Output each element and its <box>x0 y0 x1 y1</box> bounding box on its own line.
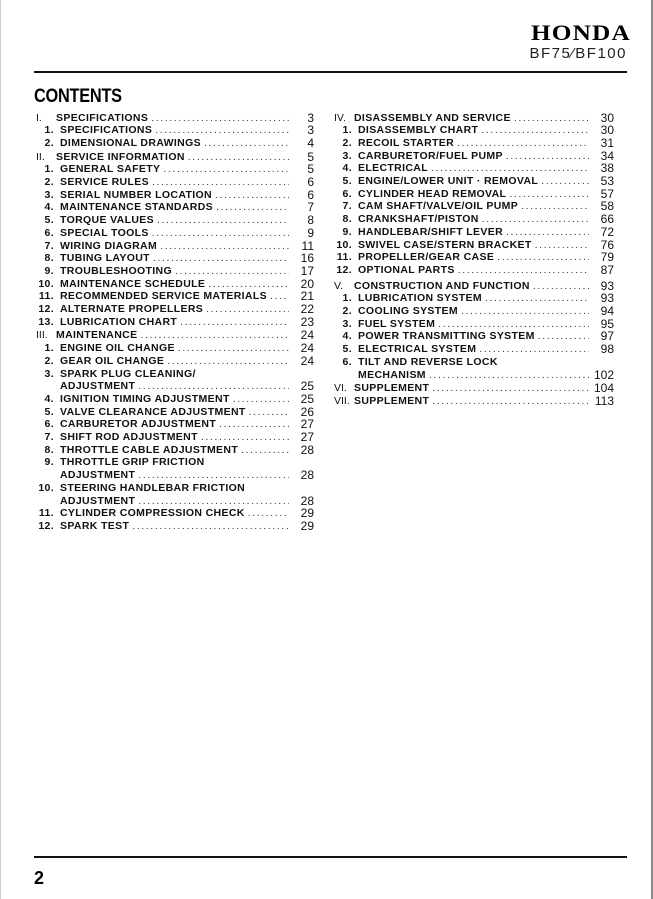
toc-entry-title: ENGINE OIL CHANGE <box>60 342 175 355</box>
toc-section-numeral: II. <box>36 150 45 163</box>
toc-entry-number: 1. <box>342 124 352 137</box>
toc-entry-title: MAINTENANCE SCHEDULE <box>60 277 206 290</box>
toc-entry-title: ELECTRICAL <box>358 162 428 175</box>
toc-entry-number: 6. <box>44 226 54 239</box>
toc-page-number: 76 <box>600 237 614 252</box>
toc-entry-title: DISASSEMBLY AND SERVICE <box>354 111 511 124</box>
toc-page-number: 34 <box>600 148 614 163</box>
toc-entry-row <box>330 137 614 150</box>
toc-entry-title: ALTERNATE PROPELLERS <box>60 303 204 316</box>
toc-entry-title: IGNITION TIMING ADJUSTMENT <box>60 392 230 405</box>
toc-entry-title: SPECIAL TOOLS <box>60 226 149 239</box>
toc-left-column <box>32 111 314 533</box>
toc-entry-title: CYLINDER COMPRESSION CHECK <box>60 507 245 520</box>
toc-entry-number: 4. <box>44 392 54 405</box>
dot-leader <box>157 214 289 227</box>
toc-entry-row <box>32 214 314 227</box>
toc-entry-number: 7. <box>342 200 352 213</box>
dot-leader <box>485 292 589 305</box>
toc-page-number: 5 <box>307 149 314 164</box>
toc-section-row <box>32 329 314 342</box>
toc-entry-number: 3. <box>342 317 352 330</box>
toc-page-number: 31 <box>600 135 614 150</box>
toc-entry-title: MAINTENANCE <box>56 329 138 342</box>
toc-entry-number: 11. <box>38 507 54 520</box>
toc-entry-row <box>32 342 314 355</box>
toc-page-number: 25 <box>300 391 314 406</box>
toc-entry-row <box>32 252 314 265</box>
toc-entry-title: LUBRICATION SYSTEM <box>358 292 482 305</box>
toc-entry-row <box>32 482 314 495</box>
toc-entry-title: ELECTRICAL SYSTEM <box>358 343 477 356</box>
toc-section-row <box>330 280 614 293</box>
dot-leader <box>175 265 289 278</box>
dot-leader <box>432 395 589 408</box>
dot-leader <box>178 342 289 355</box>
dot-leader <box>429 369 589 382</box>
dot-leader <box>233 393 289 406</box>
dot-leader <box>138 380 289 393</box>
dot-leader <box>541 175 589 188</box>
toc-entry-title: CARBURETOR/FUEL PUMP <box>358 149 503 162</box>
dot-leader <box>479 343 589 356</box>
toc-entry-row <box>330 188 614 201</box>
toc-entry-row <box>330 124 614 137</box>
toc-section-numeral: VII. <box>334 395 350 408</box>
toc-entry-number: 8. <box>44 252 54 265</box>
dot-leader <box>481 124 589 137</box>
dot-leader <box>155 124 289 137</box>
toc-entry-number: 12. <box>38 303 54 316</box>
toc-entry-title: SPECIFICATIONS <box>56 111 149 124</box>
toc-entry-row <box>32 444 314 457</box>
toc-page-number: 102 <box>593 367 614 382</box>
toc-entry-row <box>32 163 314 176</box>
toc-page-number: 25 <box>300 379 314 394</box>
toc-entry-title: COOLING SYSTEM <box>358 305 458 318</box>
page-edge-left <box>0 0 1 899</box>
toc-entry-number: 10. <box>38 277 54 290</box>
toc-page-number: 79 <box>600 250 614 265</box>
dot-leader <box>458 264 589 277</box>
dot-leader <box>132 520 289 533</box>
toc-entry-number: 1. <box>44 342 54 355</box>
dot-leader <box>140 329 289 342</box>
toc-page-number: 93 <box>600 278 614 293</box>
model-name: BF75⁄BF100 <box>529 45 627 62</box>
toc-page-number: 58 <box>600 199 614 214</box>
toc-entry-title: DISASSEMBLY CHART <box>358 124 479 137</box>
dot-leader <box>163 163 289 176</box>
toc-page-number: 23 <box>300 314 314 329</box>
toc-entry-number: 10. <box>336 238 352 251</box>
brand-logo: HONDA <box>531 20 631 45</box>
toc-page-number: 72 <box>600 224 614 239</box>
toc-entry-title: SPECIFICATIONS <box>60 124 153 137</box>
toc-page-number: 38 <box>600 161 614 176</box>
toc-page-number: 28 <box>300 468 314 483</box>
toc-entry-row <box>32 316 314 329</box>
header-rule <box>34 71 627 73</box>
toc-entry-number: 2. <box>44 136 54 149</box>
toc-entry-row <box>330 318 614 331</box>
toc-page-number: 93 <box>600 291 614 306</box>
dot-leader <box>152 227 289 240</box>
toc-entry-number: 6. <box>342 187 352 200</box>
toc-entry-row <box>32 520 314 533</box>
toc-entry-row <box>32 431 314 444</box>
toc-entry-number: 1. <box>44 163 54 176</box>
toc-entry-row <box>330 226 614 239</box>
toc-page-number: 53 <box>600 174 614 189</box>
toc-page-number: 24 <box>300 341 314 356</box>
toc-entry-number: 11. <box>336 251 352 264</box>
dot-leader <box>497 251 589 264</box>
dot-leader <box>206 303 289 316</box>
toc-entry-row <box>330 251 614 264</box>
toc-page-number: 113 <box>594 394 614 409</box>
toc-entry-row <box>32 176 314 189</box>
toc-entry-row <box>330 150 614 163</box>
toc-entry-title: MECHANISM <box>358 368 426 381</box>
dot-leader <box>506 226 589 239</box>
toc-page-number: 30 <box>600 110 614 125</box>
dot-leader <box>208 278 289 291</box>
toc-entry-row <box>330 239 614 252</box>
dot-leader <box>514 112 589 125</box>
toc-entry-title: PROPELLER/GEAR CASE <box>358 251 495 264</box>
toc-page-number: 24 <box>300 353 314 368</box>
toc-page-number: 22 <box>300 302 314 317</box>
toc-entry-number: 5. <box>342 343 352 356</box>
toc-entry-title: FUEL SYSTEM <box>358 317 436 330</box>
toc-page-number: 8 <box>307 213 314 228</box>
toc-entry-number: 1. <box>44 124 54 137</box>
toc-page-number: 98 <box>600 342 614 357</box>
toc-entry-row <box>330 343 614 356</box>
toc-entry-title: SPARK PLUG CLEANING/ <box>60 367 196 380</box>
toc-entry-number: 6. <box>342 355 352 368</box>
toc-section-numeral: I. <box>36 111 42 124</box>
toc-page-number: 4 <box>307 135 314 150</box>
dot-leader <box>521 200 589 213</box>
toc-page-number: 28 <box>300 442 314 457</box>
dot-leader <box>215 189 289 202</box>
toc-entry-title: CONSTRUCTION AND FUNCTION <box>354 279 530 292</box>
toc-entry-title: OPTIONAL PARTS <box>358 263 455 276</box>
toc-entry-title: SERIAL NUMBER LOCATION <box>60 188 212 201</box>
toc-entry-number: 2. <box>44 176 54 189</box>
toc-entry-row <box>330 264 614 277</box>
toc-entry-row <box>32 137 314 150</box>
toc-entry-number: 4. <box>342 330 352 343</box>
toc-page-number: 87 <box>600 262 614 277</box>
toc-entry-number: 12. <box>38 520 54 532</box>
dot-leader <box>201 431 289 444</box>
toc-entry-title: GEAR OIL CHANGE <box>60 354 165 367</box>
toc-entry-row <box>330 305 614 318</box>
dot-leader <box>461 305 589 318</box>
toc-section-row <box>330 382 614 395</box>
toc-page-number: 9 <box>307 225 314 240</box>
toc-entry-row <box>32 124 314 137</box>
toc-section-numeral: V. <box>334 279 343 292</box>
toc-page-number: 104 <box>593 381 614 396</box>
toc-page-number: 7 <box>307 200 314 215</box>
dot-leader <box>432 382 589 395</box>
toc-entry-title: TORQUE VALUES <box>60 214 155 227</box>
dot-leader <box>160 240 289 253</box>
toc-section-row <box>330 395 614 408</box>
toc-entry-number: 7. <box>44 239 54 252</box>
toc-section-row <box>330 112 614 125</box>
toc-entry-title: CAM SHAFT/VALVE/OIL PUMP <box>358 200 519 213</box>
toc-entry-title: RECOIL STARTER <box>358 136 455 149</box>
dot-leader <box>431 162 589 175</box>
toc-entry-number: 7. <box>44 431 54 444</box>
toc-entry-row <box>330 369 614 382</box>
dot-leader <box>219 418 289 431</box>
toc-entry-row <box>32 278 314 291</box>
dot-leader <box>204 137 289 150</box>
toc-page-number: 95 <box>600 316 614 331</box>
dot-leader <box>188 151 289 164</box>
toc-page-number: 66 <box>600 212 614 227</box>
toc-entry-title: GENERAL SAFETY <box>60 163 161 176</box>
toc-entry-title: VALVE CLEARANCE ADJUSTMENT <box>60 405 246 418</box>
toc-entry-row <box>32 393 314 406</box>
dot-leader <box>216 201 289 214</box>
toc-entry-title: STEERING HANDLEBAR FRICTION <box>60 481 246 494</box>
toc-section-row <box>32 112 314 125</box>
toc-entry-title: WIRING DIAGRAM <box>60 239 158 252</box>
toc-entry-number: 3. <box>44 367 54 380</box>
toc-page-number: 27 <box>300 430 314 445</box>
page-number: 2 <box>34 868 45 888</box>
toc-entry-title: TILT AND REVERSE LOCK <box>358 355 498 368</box>
toc-entry-row <box>32 418 314 431</box>
toc-page-number: 3 <box>307 123 314 138</box>
dot-leader <box>509 188 589 201</box>
toc-entry-number: 2. <box>44 354 54 367</box>
toc-entry-row <box>32 303 314 316</box>
toc-page-number: 97 <box>600 329 614 344</box>
toc-page-number: 20 <box>300 276 314 291</box>
toc-entry-row <box>330 200 614 213</box>
toc-page-number: 26 <box>300 404 314 419</box>
toc-entry-title: ADJUSTMENT <box>60 469 136 482</box>
toc-entry-title: THROTTLE CABLE ADJUSTMENT <box>60 443 239 456</box>
toc-page-number: 16 <box>300 251 314 266</box>
dot-leader <box>138 469 289 482</box>
toc-entry-title: RECOMMENDED SERVICE MATERIALS <box>60 290 267 303</box>
dot-leader <box>167 355 289 368</box>
dot-leader <box>506 150 589 163</box>
toc-entry-title: CARBURETOR ADJUSTMENT <box>60 418 217 431</box>
toc-entry-title: TROUBLESHOOTING <box>60 264 172 277</box>
dot-leader <box>270 290 289 303</box>
dot-leader <box>152 176 289 189</box>
toc-entry-title: LUBRICATION CHART <box>60 315 178 328</box>
toc-entry-row <box>32 406 314 419</box>
toc-entry-row <box>32 456 314 469</box>
toc-entry-title: SHIFT ROD ADJUSTMENT <box>60 431 198 444</box>
toc-entry-title: CRANKSHAFT/PISTON <box>358 213 479 226</box>
toc-entry-title: SUPPLEMENT <box>354 382 430 395</box>
toc-entry-number: 13. <box>38 315 54 328</box>
toc-entry-number: 6. <box>44 418 54 431</box>
dot-leader <box>533 280 589 293</box>
toc-page-number: 29 <box>300 519 314 533</box>
dot-leader <box>457 137 589 150</box>
toc-section-numeral: III. <box>36 329 48 342</box>
toc-page-number: 6 <box>307 175 314 190</box>
toc-entry-number: 3. <box>44 188 54 201</box>
toc-page-number: 17 <box>300 263 314 278</box>
toc-entry-number: 8. <box>342 213 352 226</box>
toc-entry-number: 10. <box>38 481 54 494</box>
toc-entry-title: SUPPLEMENT <box>354 395 430 408</box>
toc-entry-number: 2. <box>342 136 352 149</box>
contents-heading: CONTENTS <box>34 86 122 107</box>
footer-rule <box>34 856 627 858</box>
toc-entry-row <box>32 265 314 278</box>
toc-entry-number: 9. <box>342 225 352 238</box>
toc-entry-number: 8. <box>44 443 54 456</box>
toc-page-number: 29 <box>300 506 314 521</box>
toc-entry-title: SPARK TEST <box>60 520 130 532</box>
toc-entry-title: POWER TRANSMITTING SYSTEM <box>358 330 535 343</box>
toc-entry-row <box>32 495 314 508</box>
toc-entry-row <box>32 469 314 482</box>
toc-entry-row <box>32 290 314 303</box>
toc-entry-number: 5. <box>44 405 54 418</box>
toc-page-number: 5 <box>307 162 314 177</box>
toc-entry-row <box>330 175 614 188</box>
toc-page-number: 28 <box>300 493 314 508</box>
toc-entry-row <box>330 330 614 343</box>
dot-leader <box>153 252 289 265</box>
toc-entry-title: HANDLEBAR/SHIFT LEVER <box>358 225 504 238</box>
toc-entry-title: ENGINE/LOWER UNIT · REMOVAL <box>358 175 539 188</box>
toc-entry-row <box>330 356 614 369</box>
toc-entry-title: SERVICE RULES <box>60 176 149 189</box>
toc-entry-title: SERVICE INFORMATION <box>56 150 185 163</box>
toc-section-numeral: IV. <box>334 111 346 124</box>
toc-entry-title: ADJUSTMENT <box>60 494 136 507</box>
dot-leader <box>151 112 289 125</box>
toc-page-number: 30 <box>600 123 614 138</box>
toc-entry-row <box>32 240 314 253</box>
toc-page-number: 21 <box>300 289 314 304</box>
toc-entry-row <box>330 292 614 305</box>
toc-entry-title: DIMENSIONAL DRAWINGS <box>60 136 201 149</box>
toc-entry-row <box>32 355 314 368</box>
toc-page-number: 57 <box>600 186 614 201</box>
toc-entry-number: 11. <box>38 290 54 303</box>
toc-entry-number: 3. <box>342 149 352 162</box>
toc-entry-number: 9. <box>44 264 54 277</box>
toc-page-number: 11 <box>301 238 314 253</box>
dot-leader <box>138 495 289 508</box>
toc-page-number: 6 <box>307 187 314 202</box>
toc-entry-number: 9. <box>44 456 54 469</box>
toc-entry-row <box>32 201 314 214</box>
dot-leader <box>249 406 289 419</box>
toc-entry-row <box>32 227 314 240</box>
toc-entry-title: ADJUSTMENT <box>60 380 136 393</box>
toc-page-number: 3 <box>307 110 314 125</box>
toc-entry-number: 12. <box>336 263 352 276</box>
dot-leader <box>180 316 289 329</box>
toc-entry-title: THROTTLE GRIP FRICTION <box>60 456 205 469</box>
toc-entry-row <box>330 213 614 226</box>
dot-leader <box>438 318 589 331</box>
dot-leader <box>535 239 589 252</box>
toc-section-row <box>32 151 314 164</box>
toc-page-number: 24 <box>300 328 314 343</box>
toc-entry-number: 5. <box>44 214 54 227</box>
toc-page-number: 94 <box>600 304 614 319</box>
toc-entry-row <box>32 380 314 393</box>
dot-leader <box>241 444 289 457</box>
toc-page-number: 27 <box>300 417 314 432</box>
toc-entry-row <box>330 162 614 175</box>
toc-section-numeral: VI. <box>334 382 347 395</box>
dot-leader <box>538 330 589 343</box>
toc-entry-number: 5. <box>342 175 352 188</box>
toc-entry-title: SWIVEL CASE/STERN BRACKET <box>358 238 532 251</box>
toc-entry-row <box>32 189 314 202</box>
toc-entry-title: CYLINDER HEAD REMOVAL <box>358 187 507 200</box>
toc-entry-row <box>32 507 314 520</box>
dot-leader <box>248 507 289 520</box>
toc-entry-number: 2. <box>342 305 352 318</box>
toc-entry-number: 4. <box>342 162 352 175</box>
dot-leader <box>482 213 589 226</box>
toc-entry-number: 1. <box>342 292 352 305</box>
toc-right-column <box>330 111 614 408</box>
toc-entry-number: 4. <box>44 201 54 214</box>
toc-entry-row <box>32 368 314 381</box>
toc-entry-title: TUBING LAYOUT <box>60 252 150 265</box>
toc-entry-title: MAINTENANCE STANDARDS <box>60 201 213 214</box>
